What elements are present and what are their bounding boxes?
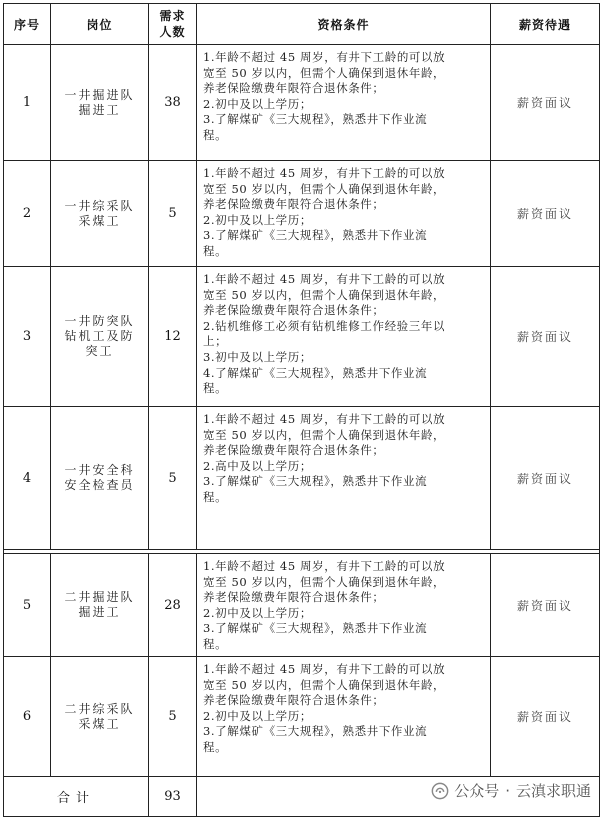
requirement-line: 宽至 50 岁以内，但需个人确保到退休年龄， (203, 65, 446, 80)
table-row (3, 45, 600, 161)
row-position (51, 161, 149, 266)
requirement-line: 养老保险缴费年限符合退休条件； (203, 303, 385, 318)
requirement-line: 1.年龄不超过 45 周岁，有井下工龄的可以放 (203, 412, 446, 426)
row-requirements (197, 657, 491, 776)
watermark-separator: · (505, 781, 510, 800)
requirement-line: 程。 (203, 381, 228, 396)
requirement-line: 3.了解煤矿《三大规程》，熟悉井下作业流 (203, 621, 428, 636)
requirement-line: 上； (203, 334, 228, 349)
row-requirements (197, 267, 491, 406)
position-line: 二井综采队 (64, 701, 135, 716)
requirements-list (203, 272, 445, 397)
table-row (3, 554, 600, 657)
header-index: 序号 (4, 4, 51, 44)
requirement-line: 宽至 50 岁以内，但需个人确保到退休年龄， (203, 574, 446, 589)
total-label: 合计 (4, 777, 149, 816)
row-headcount: 28 (149, 554, 197, 656)
position-line: 钻机工及防 (64, 329, 135, 343)
requirement-line: 宽至 50 岁以内，但需个人确保到退休年龄， (203, 287, 446, 302)
header-salary: 薪资待遇 (518, 17, 571, 32)
requirements-list (203, 662, 445, 756)
row-requirements (197, 161, 491, 266)
watermark (431, 780, 591, 801)
position-line: 掘进工 (78, 102, 121, 117)
row-requirements (197, 554, 491, 656)
row-position (51, 554, 149, 656)
recruitment-table (3, 3, 600, 817)
position-line: 一井防突队 (64, 314, 135, 328)
row-index: 2 (4, 161, 51, 266)
header-headcount-line1: 需求 (159, 9, 186, 23)
row-salary: 薪资面议 (516, 710, 573, 724)
requirement-line: 4.了解煤矿《三大规程》，熟悉井下作业流 (203, 365, 428, 380)
table-row (3, 267, 600, 407)
row-position (51, 267, 149, 406)
row-headcount: 5 (149, 407, 197, 549)
position-line: 安全检查员 (64, 478, 135, 492)
row-index: 1 (4, 45, 51, 160)
row-requirements (197, 45, 491, 160)
row-index: 6 (4, 657, 51, 776)
requirement-line: 养老保险缴费年限符合退休条件； (203, 590, 385, 605)
requirement-line: 养老保险缴费年限符合退休条件； (203, 81, 385, 96)
row-position (51, 407, 149, 549)
requirement-line: 程。 (203, 127, 228, 142)
requirement-line: 养老保险缴费年限符合退休条件； (203, 693, 385, 708)
requirements-list (203, 166, 445, 260)
requirement-line: 3.了解煤矿《三大规程》，熟悉井下作业流 (203, 112, 428, 127)
row-salary: 薪资面议 (516, 330, 573, 344)
requirements-list (203, 412, 445, 506)
position-line: 掘进工 (78, 605, 121, 619)
header-headcount (149, 4, 197, 44)
header-headcount-line2: 人数 (159, 25, 186, 39)
requirement-line: 3.了解煤矿《三大规程》，熟悉井下作业流 (203, 724, 428, 739)
requirement-line: 2.初中及以上学历； (203, 708, 312, 723)
row-requirements (197, 407, 491, 549)
position-line: 一井掘进队 (64, 87, 135, 102)
row-headcount: 5 (149, 657, 197, 776)
header-position: 岗位 (51, 4, 149, 44)
row-salary: 薪资面议 (516, 207, 573, 221)
row-salary: 薪资面议 (516, 598, 573, 613)
requirement-line: 宽至 50 岁以内，但需个人确保到退休年龄， (203, 181, 446, 196)
requirement-line: 程。 (203, 636, 228, 651)
row-salary: 薪资面议 (516, 471, 573, 486)
requirements-list (203, 559, 445, 653)
row-position (51, 45, 149, 160)
position-line: 采煤工 (78, 716, 121, 731)
position-line: 一井安全科 (64, 463, 135, 477)
requirement-line: 3.初中及以上学历； (203, 349, 312, 364)
position-line: 一井综采队 (64, 198, 135, 213)
row-headcount: 5 (149, 161, 197, 266)
row-index: 5 (4, 554, 51, 656)
requirement-line: 1.年龄不超过 45 周岁，有井下工龄的可以放 (203, 272, 446, 286)
requirement-line: 程。 (203, 243, 228, 258)
requirements-list (203, 50, 445, 144)
row-headcount: 12 (149, 267, 197, 406)
requirement-line: 养老保险缴费年限符合退休条件； (203, 443, 385, 458)
requirement-line: 养老保险缴费年限符合退休条件； (203, 197, 385, 212)
requirement-line: 宽至 50 岁以内，但需个人确保到退休年龄， (203, 427, 446, 442)
requirement-line: 宽至 50 岁以内，但需个人确保到退休年龄， (203, 677, 446, 692)
table-row (3, 161, 600, 267)
table-header-row (3, 3, 600, 45)
header-requirements: 资格条件 (197, 4, 491, 44)
position-line: 突工 (85, 344, 114, 358)
watermark-name: 云滇求职通 (515, 782, 591, 800)
table-row (3, 657, 600, 777)
row-index: 4 (4, 407, 51, 549)
row-salary: 薪资面议 (516, 96, 573, 110)
requirement-line: 1.年龄不超过 45 周岁，有井下工龄的可以放 (203, 50, 446, 64)
row-position (51, 657, 149, 776)
requirement-line: 2.高中及以上学历； (203, 458, 312, 473)
wechat-official-account-icon (431, 782, 449, 800)
watermark-prefix: 公众号 (454, 782, 500, 800)
requirement-line: 1.年龄不超过 45 周岁，有井下工龄的可以放 (203, 166, 446, 180)
requirement-line: 2.初中及以上学历； (203, 212, 312, 227)
row-headcount: 38 (149, 45, 197, 160)
requirement-line: 3.了解煤矿《三大规程》，熟悉井下作业流 (203, 474, 428, 489)
requirement-line: 程。 (203, 489, 228, 504)
requirement-line: 1.年龄不超过 45 周岁，有井下工龄的可以放 (203, 559, 446, 573)
table-row (3, 407, 600, 550)
total-headcount: 93 (149, 777, 197, 816)
requirement-line: 2.初中及以上学历； (203, 96, 312, 111)
requirement-line: 2.初中及以上学历； (203, 605, 312, 620)
requirement-line: 程。 (203, 739, 228, 754)
row-index: 3 (4, 267, 51, 406)
requirement-line: 2.钻机维修工必须有钻机维修工作经验三年以 (203, 318, 446, 333)
requirement-line: 1.年龄不超过 45 周岁，有井下工龄的可以放 (203, 662, 446, 676)
position-line: 采煤工 (78, 213, 121, 228)
requirement-line: 3.了解煤矿《三大规程》，熟悉井下作业流 (203, 228, 428, 243)
table-body (3, 45, 600, 777)
position-line: 二井掘进队 (64, 590, 135, 604)
